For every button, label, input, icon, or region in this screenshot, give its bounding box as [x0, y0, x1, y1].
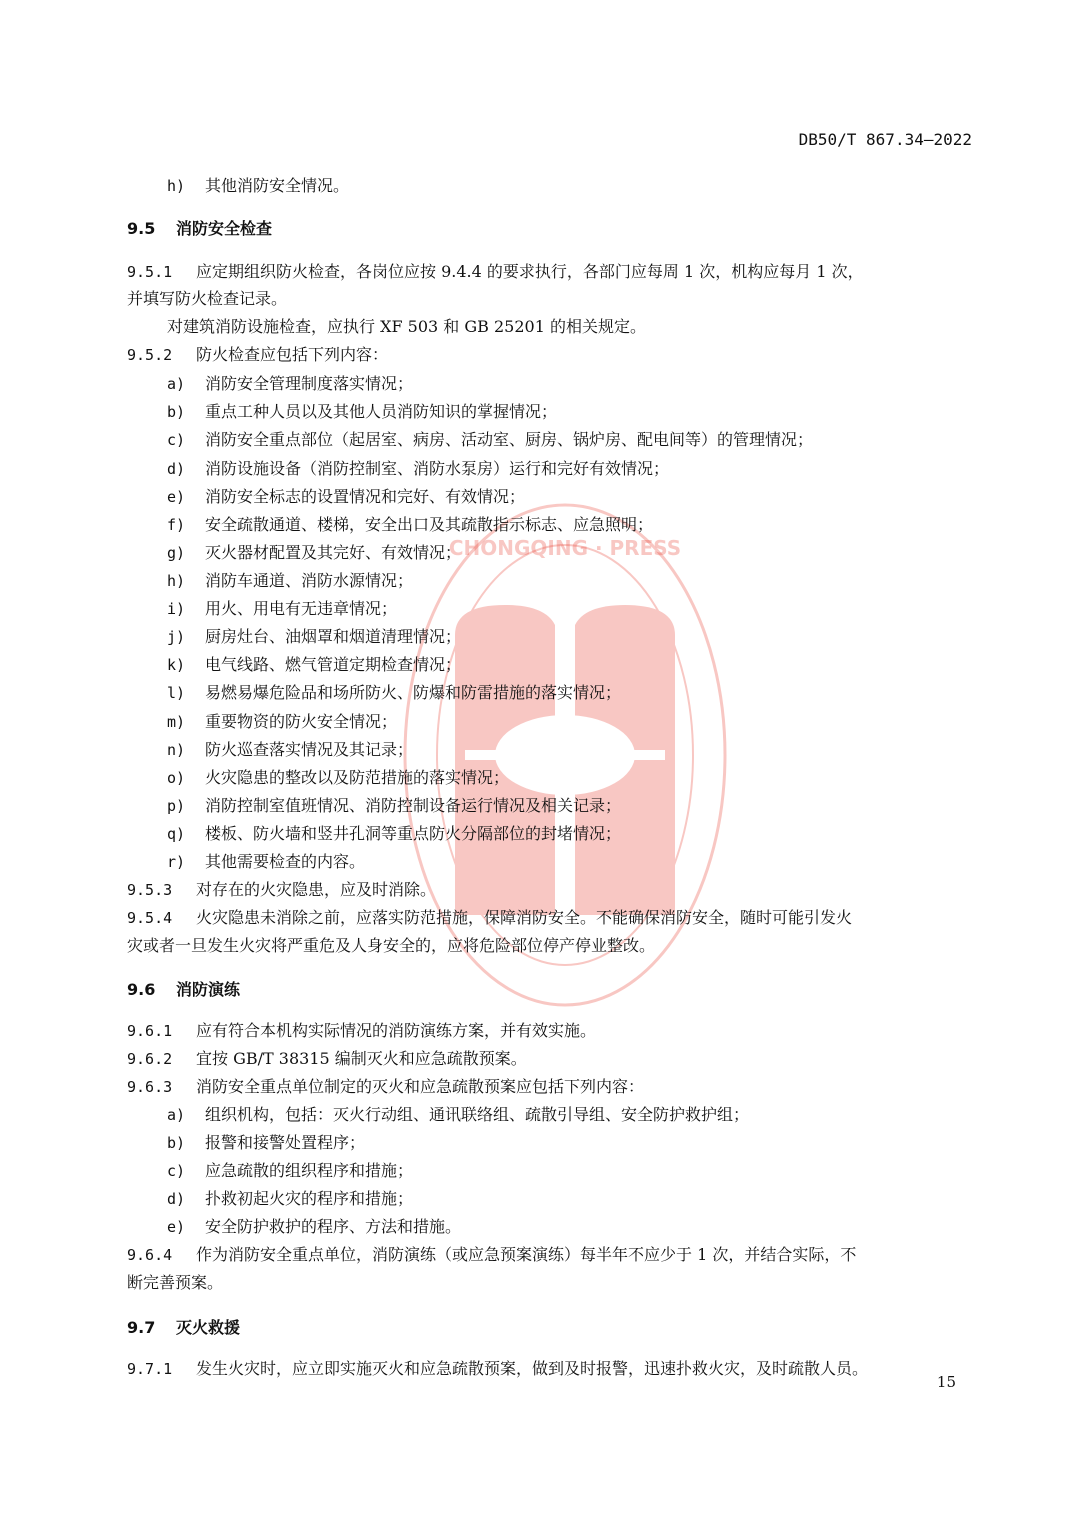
- clause-number: c): [167, 431, 186, 449]
- clause-number: q): [167, 825, 186, 843]
- seal-graphic: [405, 505, 725, 1005]
- clause-text: 火灾隐患未消除之前，应落实防范措施，保障消防安全。不能确保消防安全，随时可能引发火: [196, 908, 853, 927]
- clause-number: a): [167, 1106, 186, 1124]
- section-number: 9.7: [127, 1318, 156, 1337]
- clause-number: j): [167, 628, 186, 646]
- clause-text: 消防安全重点部位（起居室、病房、活动室、厨房、锅炉房、配电间等）的管理情况；: [205, 430, 814, 449]
- clause-text: 用火、用电有无违章情况；: [205, 599, 398, 618]
- clause-text: 应定期组织防火检查，各岗位应按 9.4.4 的要求执行，各部门应每周 1 次，机构应每月 1 次，: [196, 262, 864, 281]
- clause-text: 电气线路、燃气管道定期检查情况；: [205, 655, 462, 674]
- clause-number: a): [167, 375, 186, 393]
- clause-text: 易燃易爆危险品和场所防火、防爆和防雷措施的落实情况；: [205, 683, 622, 702]
- section-heading: 消防安全检查: [176, 219, 273, 238]
- clause-number: m): [167, 713, 186, 731]
- clause-number: 9.7.1: [127, 1360, 173, 1378]
- clause-number: g): [167, 544, 186, 562]
- page-number: 15: [936, 1373, 956, 1391]
- clause-text: 作为消防安全重点单位，消防演练（或应急预案演练）每半年不应少于 1 次，并结合实际，不: [196, 1245, 857, 1264]
- clause-text: 安全防护救护的程序、方法和措施。: [205, 1217, 462, 1236]
- clause-text: 对存在的火灾隐患，应及时消除。: [196, 880, 437, 899]
- clause-text: 防火巡查落实情况及其记录；: [205, 740, 414, 759]
- clause-number: 9.5.4: [127, 909, 173, 927]
- clause-number: o): [167, 769, 186, 787]
- clause-text: 宜按 GB/T 38315 编制灭火和应急疏散预案。: [196, 1049, 527, 1068]
- clause-number: 9.5.1: [127, 263, 173, 281]
- clause-number: c): [167, 1162, 186, 1180]
- watermark-text: CHONGQING · PRESS: [448, 536, 682, 560]
- clause-text: 重点工种人员以及其他人员消防知识的掌握情况；: [205, 402, 558, 421]
- clause-number: d): [167, 1190, 186, 1208]
- clause-number: i): [167, 600, 186, 618]
- clause-number: b): [167, 403, 186, 421]
- clause-text: 其他需要检查的内容。: [205, 852, 366, 871]
- clause-text: 安全疏散通道、楼梯，安全出口及其疏散指示标志、应急照明；: [205, 515, 654, 534]
- clause-text: 消防控制室值班情况、消防控制设备运行情况及相关记录；: [205, 796, 622, 815]
- clause-text: 其他消防安全情况。: [205, 176, 350, 195]
- section-heading: 灭火救援: [176, 1318, 241, 1337]
- clause-number: n): [167, 741, 186, 759]
- clause-text: 对建筑消防设施检查，应执行 XF 503 和 GB 25201 的相关规定。: [167, 317, 646, 336]
- section-heading: 消防演练: [176, 980, 241, 999]
- clause-text: 防火检查应包括下列内容：: [196, 345, 389, 364]
- clause-number: b): [167, 1134, 186, 1152]
- clause-text: 应有符合本机构实际情况的消防演练方案，并有效实施。: [196, 1021, 597, 1040]
- clause-text: 楼板、防火墙和竖井孔洞等重点防火分隔部位的封堵情况；: [205, 824, 622, 843]
- clause-number: h): [167, 177, 186, 195]
- clause-text: 并填写防火检查记录。: [127, 289, 288, 308]
- clause-text: 消防车通道、消防水源情况；: [205, 571, 414, 590]
- clause-text: 发生火灾时，应立即实施灭火和应急疏散预案，做到及时报警，迅速扑救火灾，及时疏散人员。: [196, 1359, 869, 1378]
- clause-text: 消防安全重点单位制定的灭火和应急疏散预案应包括下列内容：: [196, 1077, 645, 1096]
- clause-text: 断完善预案。: [127, 1273, 224, 1292]
- clause-number: h): [167, 572, 186, 590]
- clause-number: f): [167, 516, 186, 534]
- clause-number: e): [167, 488, 186, 506]
- clause-number: 9.6.4: [127, 1246, 173, 1264]
- clause-text: 厨房灶台、油烟罩和烟道清理情况；: [205, 627, 462, 646]
- clause-number: p): [167, 797, 186, 815]
- clause-number: 9.6.3: [127, 1078, 173, 1096]
- clause-number: l): [167, 684, 186, 702]
- clause-number: k): [167, 656, 186, 674]
- section-number: 9.5: [127, 219, 156, 238]
- clause-number: 9.6.1: [127, 1022, 173, 1040]
- clause-number: r): [167, 853, 186, 871]
- clause-text: 消防安全标志的设置情况和完好、有效情况；: [205, 487, 526, 506]
- clause-number: d): [167, 460, 186, 478]
- document-id: DB50/T 867.34—2022: [798, 130, 972, 149]
- clause-number: 9.6.2: [127, 1050, 173, 1068]
- clause-text: 组织机构，包括：灭火行动组、通讯联络组、疏散引导组、安全防护救护组；: [205, 1105, 750, 1124]
- clause-text: 消防设施设备（消防控制室、消防水泵房）运行和完好有效情况；: [205, 459, 670, 478]
- clause-text: 灾或者一旦发生火灾将严重危及人身安全的，应将危险部位停产停业整改。: [127, 936, 656, 955]
- clause-number: 9.5.2: [127, 346, 173, 364]
- section-number: 9.6: [127, 980, 156, 999]
- clause-text: 灭火器材配置及其完好、有效情况；: [205, 543, 462, 562]
- clause-number: e): [167, 1218, 186, 1236]
- clause-text: 应急疏散的组织程序和措施；: [205, 1161, 414, 1180]
- clause-text: 报警和接警处置程序；: [205, 1133, 366, 1152]
- clause-text: 扑救初起火灾的程序和措施；: [205, 1189, 414, 1208]
- clause-text: 消防安全管理制度落实情况；: [205, 374, 414, 393]
- clause-text: 重要物资的防火安全情况；: [205, 712, 398, 731]
- clause-text: 火灾隐患的整改以及防范措施的落实情况；: [205, 768, 510, 787]
- clause-number: 9.5.3: [127, 881, 173, 899]
